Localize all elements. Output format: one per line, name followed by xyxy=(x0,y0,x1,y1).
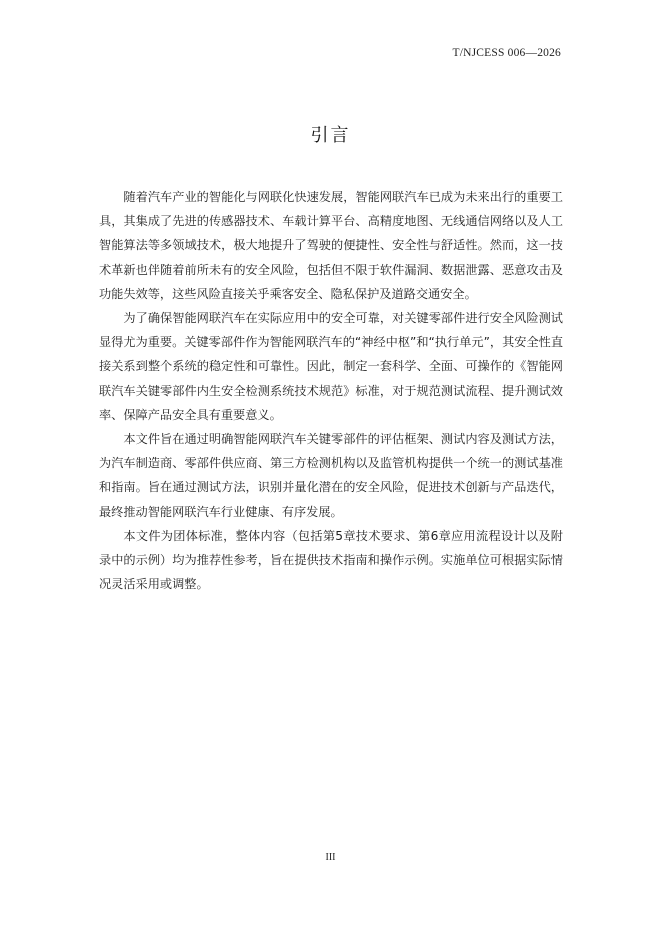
paragraph-importance: 为了确保智能网联汽车在实际应用中的安全可靠，对关键零部件进行安全风险测试显得尤为重要。关键零部件作为智能网联汽车的“神经中枢”和“执行单元”，其安全性直接关系到整个系统的稳定性和可靠性。因此，制定一套科学、全面、可操作的《智能网联汽车关键零部件内生安全检测系统技术规范》标准，对于规范测试流程、提升测试效率、保障产品安全具有重要意义。 xyxy=(99,311,564,422)
page-number: III xyxy=(325,852,336,863)
paragraph-purpose: 本文件旨在通过明确智能网联汽车关键零部件的评估框架、测试内容及测试方法，为汽车制造商、零部件供应商、第三方检测机构以及监管机构提供一个统一的测试基准和指南。旨在通过测试方法，识别并量化潜在的安全风险，促进技术创新与产品迭代，最终推动智能网联汽车行业健康、有序发展。 xyxy=(99,432,563,519)
introduction-body xyxy=(99,185,563,596)
paragraph-nature: 本文件为团体标准，整体内容（包括第5章技术要求、第6章应用流程设计以及附录中的示例）均为推荐性参考，旨在提供技术指南和操作示例。实施单位可根据实际情况灵活采用或调整。 xyxy=(99,528,563,592)
paragraph-background: 随着汽车产业的智能化与网联化快速发展，智能网联汽车已成为未来出行的重要工具，其集成了先进的传感器技术、车载计算平台、高精度地图、无线通信网络以及人工智能算法等多领域技术，极大地提升了驾驶的便捷性、安全性与舒适性。然而，这一技术革新也伴随着前所未有的安全风险，包括但不限于软件漏洞、数据泄露、恶意攻击及功能失效等，这些风险直接关乎乘客安全、隐私保护及道路交通安全。 xyxy=(99,190,563,301)
document-code-header: T/NJCESS 006—2026 xyxy=(452,47,561,59)
page-title: 引言 xyxy=(310,125,351,146)
